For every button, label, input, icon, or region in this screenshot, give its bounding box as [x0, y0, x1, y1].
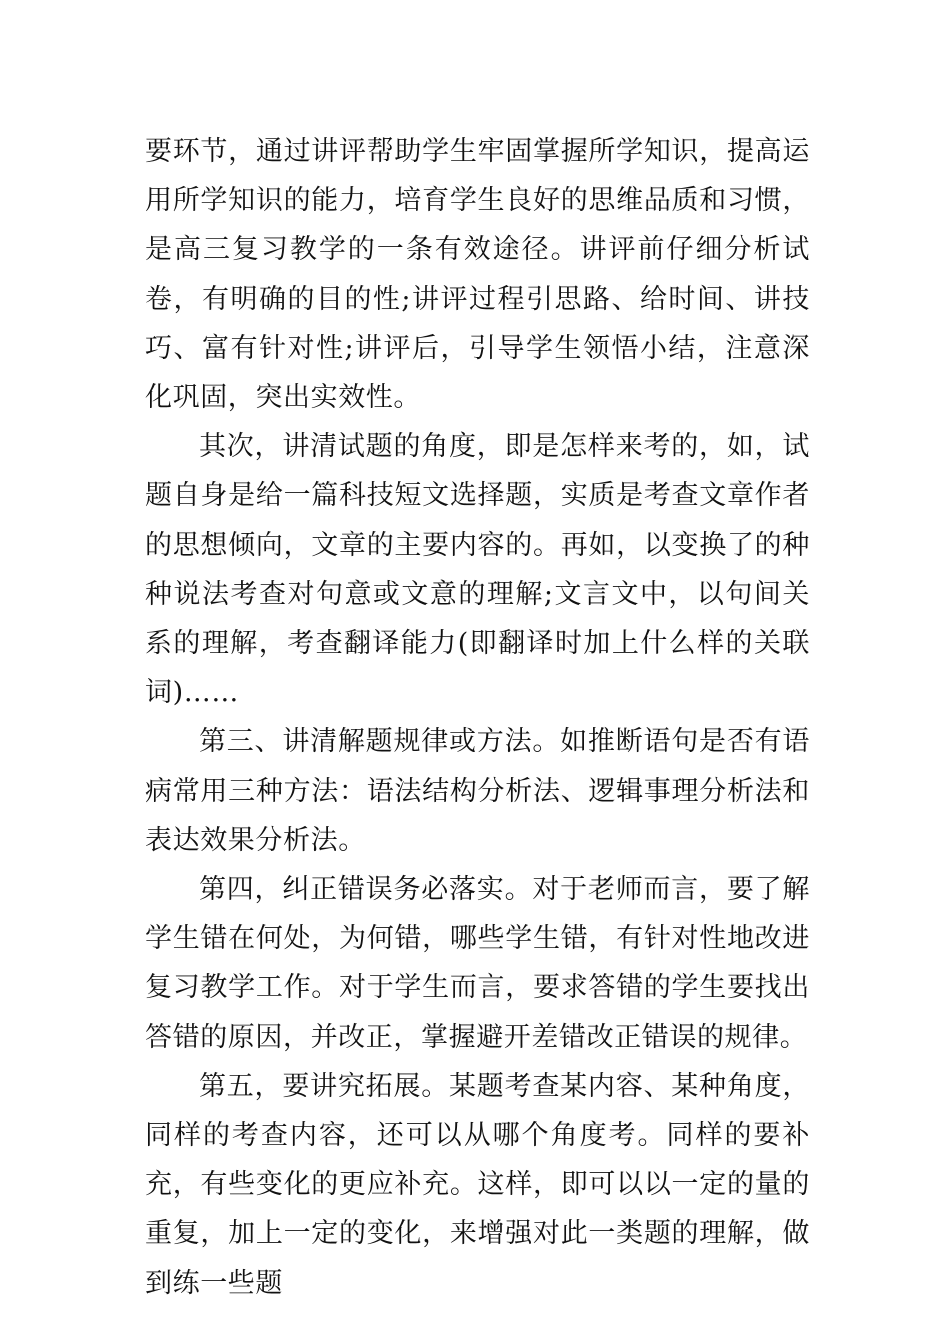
paragraph-2: 其次，讲清试题的角度，即是怎样来考的，如，试题自身是给一篇科技短文选择题，实质是考查文章作者的思想倾向，文章的主要内容的。再如，以变换了的种种说法考查对句意或文意的理解;文言文中，以句间关系的理解，考查翻译能力(即翻译时加上什么样的关联词)…… [145, 431, 810, 709]
paragraph-5: 第五，要讲究拓展。某题考查某内容、某种角度，同样的考查内容，还可以从哪个角度考。同样的要补充，有些变化的更应补充。这样，即可以以一定的量的重复，加上一定的变化，来增强对此一类题的理解，做到练一些题 [145, 1070, 810, 1299]
paragraph-1: 要环节，通过讲评帮助学生牢固掌握所学知识，提高运用所学知识的能力，培育学生良好的思维品质和习惯，是高三复习教学的一条有效途径。讲评前仔细分析试卷，有明确的目的性;讲评过程引思路、给时间、讲技巧、富有针对性;讲评后，引导学生领悟小结，注意深化巩固，突出实效性。 [145, 136, 810, 414]
paragraph-3: 第三、讲清解题规律或方法。如推断语句是否有语病常用三种方法：语法结构分析法、逻辑事理分析法和表达效果分析法。 [145, 726, 810, 856]
paragraph-4: 第四，纠正错误务必落实。对于老师而言，要了解学生错在何处，为何错，哪些学生错，有针对性地改进复习教学工作。对于学生而言，要求答错的学生要找出答错的原因，并改正，掌握避开差错改正错误的规律。 [145, 874, 810, 1053]
document-body [145, 127, 810, 1308]
